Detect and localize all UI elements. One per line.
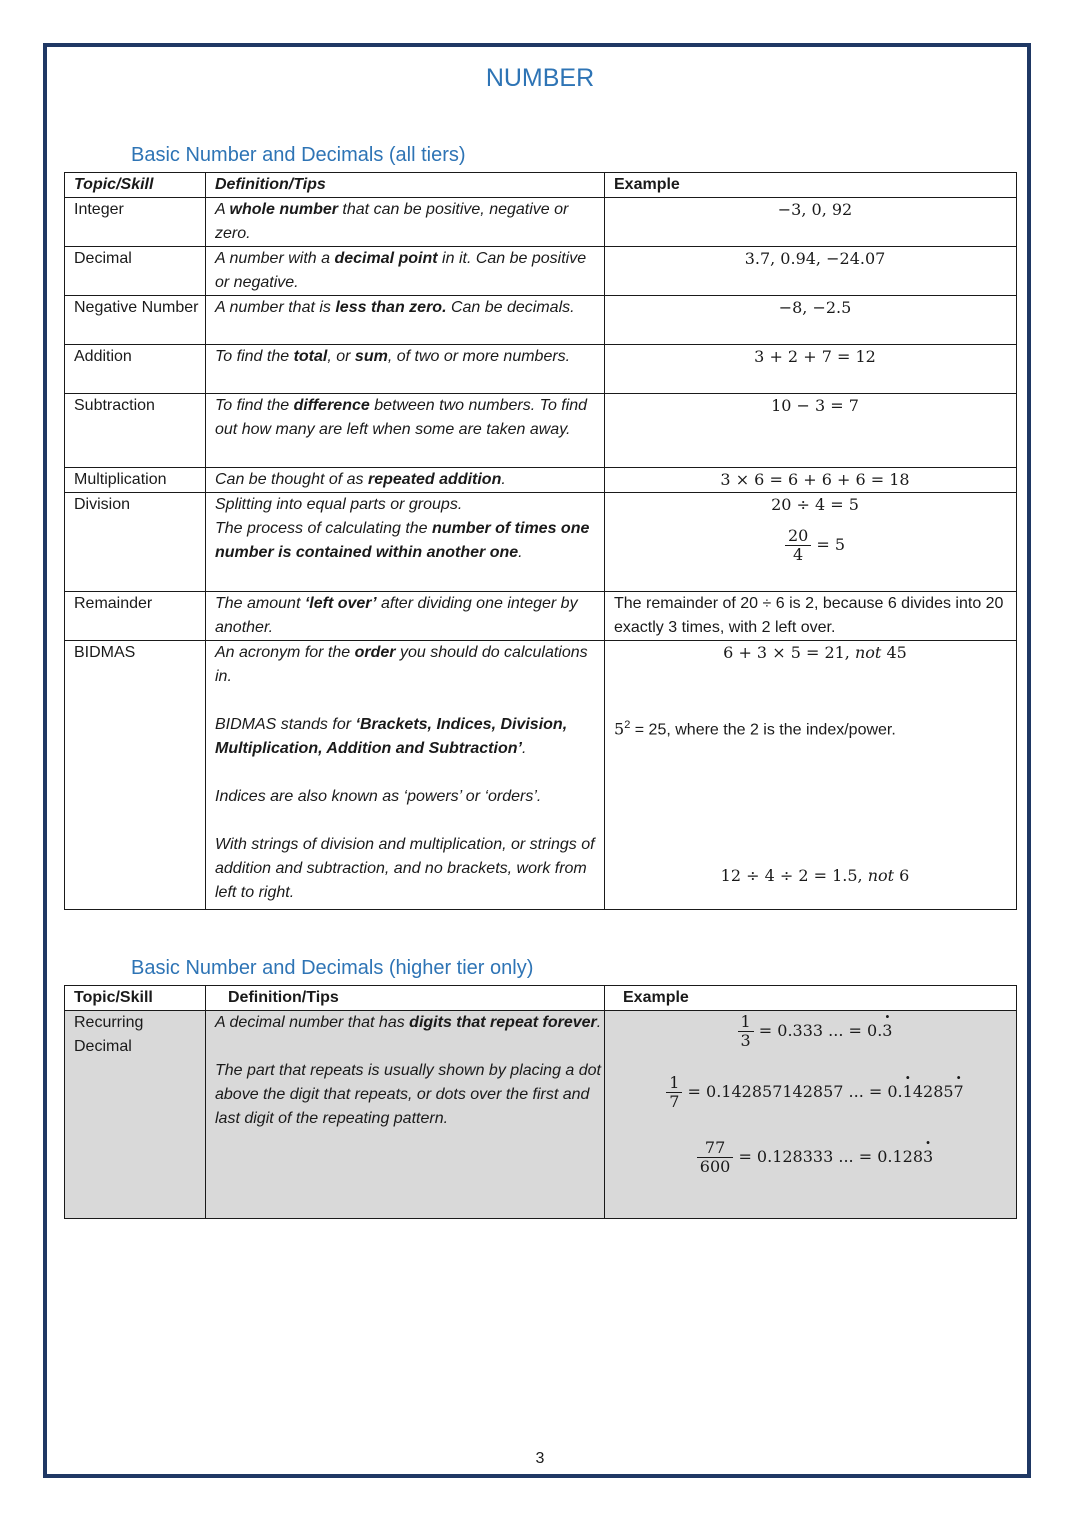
definition-cell: An acronym for the order you should do calculations in. BIDMAS stands for ‘Brackets, Indices, Division, Multiplication, Addition and Subtraction’. Indices are also known as ‘powers’ or ‘orders’. With strings of division and multiplication, or strings of addition and subtraction, and no brackets, work from left to right.: [206, 641, 605, 910]
topic-cell: Integer: [65, 198, 206, 247]
example-cell: 3 × 6 = 6 + 6 + 6 = 18: [605, 468, 1017, 493]
topic-cell: Remainder: [65, 592, 206, 641]
table-row: [65, 468, 1017, 493]
header-topic: Topic/Skill: [65, 986, 206, 1011]
table-row: [65, 641, 1017, 910]
table-all-tiers: [64, 172, 1017, 910]
header-example: Example: [605, 173, 1017, 198]
recurring-example-1: $\frac{1}{3}$ = 0.333 ... = 0.· 3: [614, 1013, 1016, 1050]
definition-cell: The amount ‘left over’ after dividing one integer by another.: [206, 592, 605, 641]
table-row: [65, 345, 1017, 394]
header-definition: Definition/Tips: [206, 986, 605, 1011]
definition-cell: To find the total, or sum, of two or more numbers.: [206, 345, 605, 394]
table-row: [65, 592, 1017, 641]
example-cell: −3, 0, 92: [605, 198, 1017, 247]
table-header-row: [65, 173, 1017, 198]
table-row: [65, 1011, 1017, 1219]
example-cell: [605, 493, 1017, 592]
fraction: $\frac{20}{4}$: [785, 527, 811, 564]
table-row: [65, 296, 1017, 345]
example-cell: 3 + 2 + 7 = 12: [605, 345, 1017, 394]
topic-cell: Recurring Decimal: [65, 1011, 206, 1219]
header-topic: Topic/Skill: [65, 173, 206, 198]
section-title-all-tiers: Basic Number and Decimals (all tiers): [131, 144, 466, 166]
table-header-row: [65, 986, 1017, 1011]
definition-cell: To find the difference between two numbers. To find out how many are left when some are taken away.: [206, 394, 605, 468]
table-row: [65, 247, 1017, 296]
bidmas-example-1: 6 + 3 × 5 = 21, not 45: [723, 643, 907, 662]
table-row: [65, 493, 1017, 592]
definition-cell: A decimal number that has digits that repeat forever. The part that repeats is usually shown by placing a dot above the digit that repeats, or dots over the first and last digit of the repeating pattern.: [206, 1011, 605, 1219]
recurring-example-2: $\frac{1}{7}$ = 0.142857142857 ... = 0.· 14285· 7: [614, 1074, 1016, 1111]
example-cell: The remainder of 20 ÷ 6 is 2, because 6 divides into 20 exactly 3 times, with 2 left over.: [605, 592, 1017, 641]
page-number: 3: [535, 1450, 545, 1467]
table-row: [65, 394, 1017, 468]
division-fraction-example: $\frac{20}{4}$ = 5: [614, 527, 1016, 564]
topic-cell: Decimal: [65, 247, 206, 296]
topic-cell: Multiplication: [65, 468, 206, 493]
topic-cell: Addition: [65, 345, 206, 394]
definition-cell: Splitting into equal parts or groups. The process of calculating the number of times one number is contained within another one.: [206, 493, 605, 592]
example-cell: −8, −2.5: [605, 296, 1017, 345]
division-example: 20 ÷ 4 = 5: [771, 495, 859, 514]
table-row: [65, 198, 1017, 247]
definition-cell: A whole number that can be positive, negative or zero.: [206, 198, 605, 247]
bidmas-example-2: $5^2 = 25$, where the 2 is the index/power.: [614, 719, 896, 739]
definition-cell: Can be thought of as repeated addition.: [206, 468, 605, 493]
example-cell: 3.7, 0.94, −24.07: [605, 247, 1017, 296]
topic-cell: Negative Number: [65, 296, 206, 345]
topic-cell: Division: [65, 493, 206, 592]
header-example: Example: [605, 986, 1017, 1011]
table-higher-tier: [64, 985, 1017, 1219]
page-title: NUMBER: [485, 64, 595, 92]
definition-cell: A number with a decimal point in it. Can be positive or negative.: [206, 247, 605, 296]
header-definition: Definition/Tips: [206, 173, 605, 198]
example-cell: [605, 641, 1017, 910]
example-cell: [605, 1011, 1017, 1219]
topic-cell: Subtraction: [65, 394, 206, 468]
recurring-example-3: $\frac{77}{600}$ = 0.128333 ... = 0.128· 3: [614, 1139, 1016, 1176]
topic-cell: BIDMAS: [65, 641, 206, 910]
definition-cell: A number that is less than zero. Can be decimals.: [206, 296, 605, 345]
example-cell: 10 − 3 = 7: [605, 394, 1017, 468]
section-title-higher-tier: Basic Number and Decimals (higher tier only): [131, 957, 534, 979]
bidmas-example-3: 12 ÷ 4 ÷ 2 = 1.5, not 6: [720, 866, 910, 886]
